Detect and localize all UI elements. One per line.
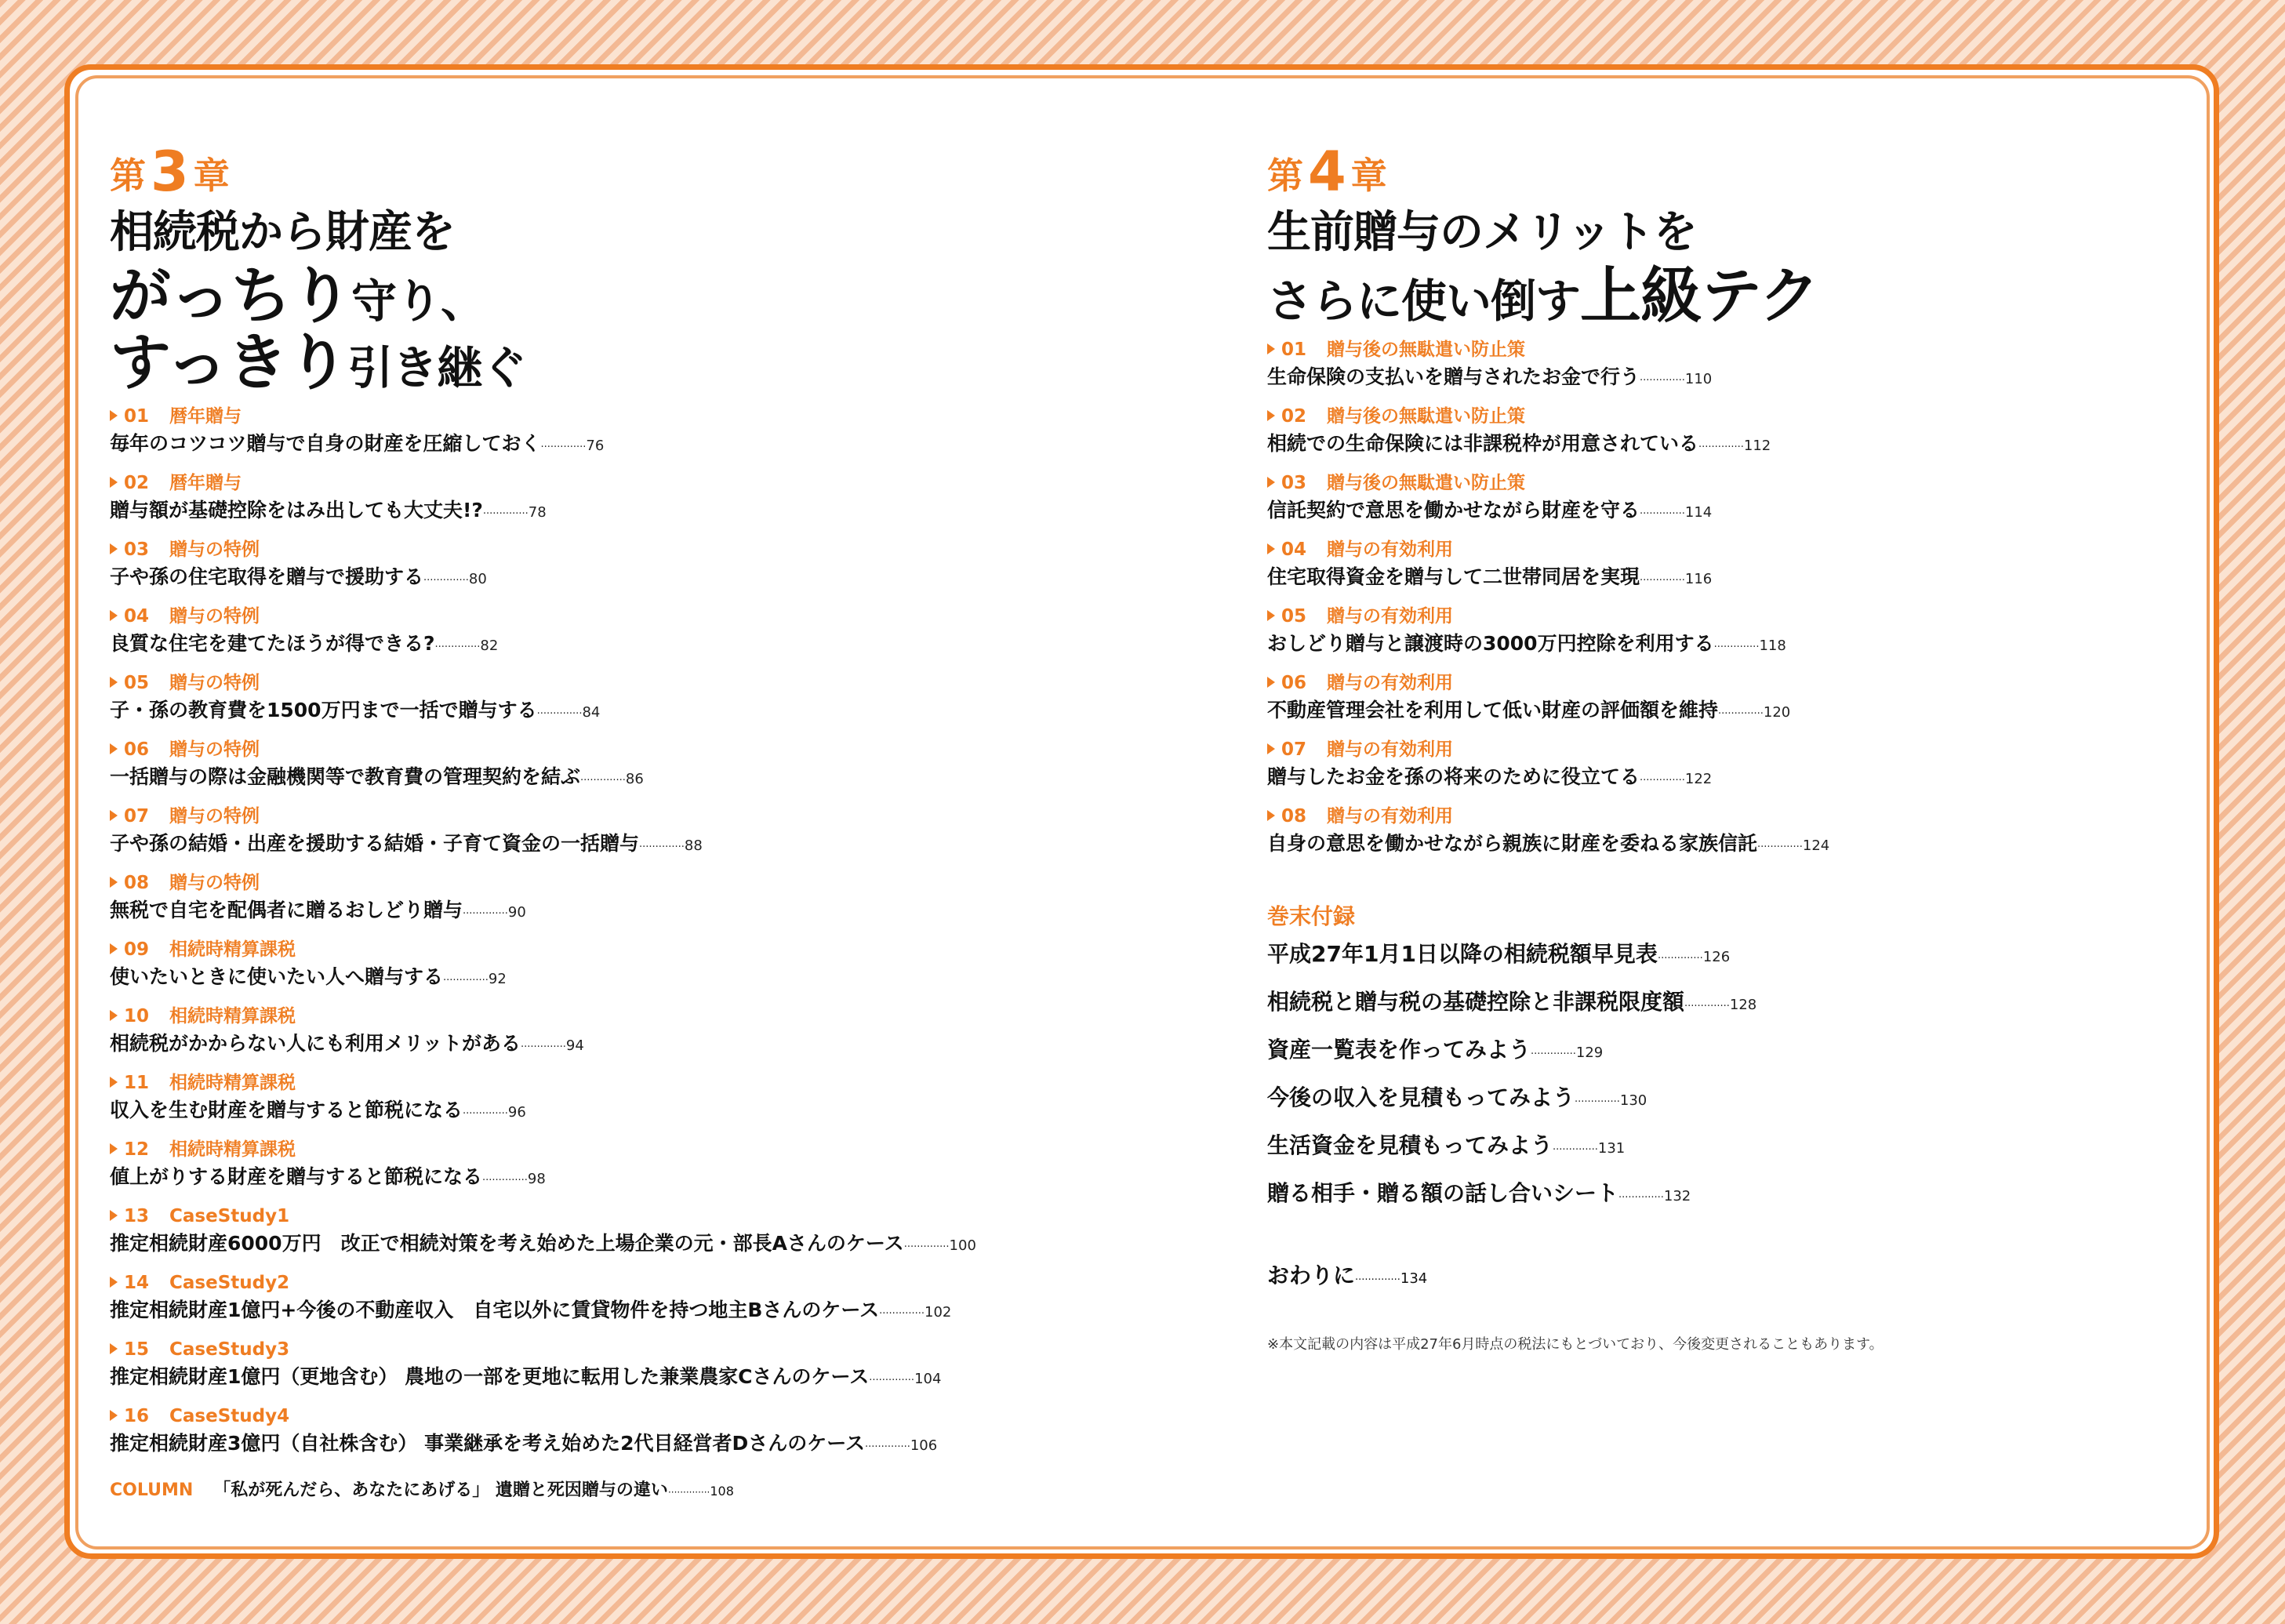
- leader-dots: ··············: [482, 1175, 528, 1186]
- entry-title: 収入を生む財産を贈与すると節税になる: [110, 1099, 463, 1121]
- entry-header: [1267, 338, 2200, 361]
- toc-entry[interactable]: [1267, 738, 2200, 797]
- toc-entry[interactable]: [110, 1271, 1153, 1330]
- triangle-arrow-icon: [1267, 543, 1275, 554]
- triangle-arrow-icon: [110, 1277, 118, 1288]
- entry-title-row: [110, 495, 1153, 530]
- toc-entry[interactable]: [1267, 671, 2200, 730]
- entry-title: 住宅取得資金を贈与して二世帯同居を実現: [1267, 565, 1640, 588]
- toc-entry[interactable]: [110, 405, 1153, 463]
- chapter-3-entry-list: [110, 405, 1153, 1463]
- entry-header: [1267, 605, 2200, 628]
- triangle-arrow-icon: [110, 743, 118, 754]
- entry-title: 推定相続財産1億円（更地含む） 農地の一部を更地に転用した兼業農家Cさんのケース: [110, 1365, 870, 1388]
- entry-category: 贈与後の無駄遣い防止策: [1327, 406, 1526, 427]
- toc-entry[interactable]: [110, 1338, 1153, 1397]
- appendix-item-page-number: 132: [1663, 1188, 1691, 1204]
- leader-dots: ··············: [903, 1241, 950, 1253]
- entry-page-number: 124: [1802, 837, 1830, 854]
- entry-header: [110, 405, 1153, 428]
- leader-dots: ··············: [667, 1487, 710, 1498]
- triangle-arrow-icon: [1267, 343, 1275, 354]
- toc-entry[interactable]: [110, 938, 1153, 997]
- entry-title: 使いたいときに使いたい人へ贈与する: [110, 965, 444, 988]
- entry-title: 値上がりする財産を贈与すると節税になる: [110, 1165, 483, 1188]
- entry-header: [110, 1204, 1153, 1228]
- entry-number: 02: [1281, 406, 1307, 427]
- entry-title: 信託契約で意思を働かせながら財産を守る: [1267, 499, 1640, 521]
- entry-title: 子や孫の結婚・出産を援助する結婚・子育て資金の一括贈与: [110, 832, 640, 855]
- entry-header: [1267, 805, 2200, 828]
- entry-title-row: [110, 695, 1153, 730]
- entry-category: 相続時精算課税: [169, 1006, 296, 1026]
- toc-entry[interactable]: [110, 871, 1153, 930]
- entry-title-row: [110, 895, 1153, 930]
- entry-category: 贈与の有効利用: [1327, 606, 1454, 627]
- entry-page-number: 84: [582, 704, 601, 721]
- entry-title-row: [1267, 428, 2200, 463]
- triangle-arrow-icon: [1267, 743, 1275, 754]
- chapter-title-line-2: [1267, 263, 2200, 330]
- toc-entry[interactable]: [110, 1071, 1153, 1130]
- triangle-arrow-icon: [110, 1343, 118, 1354]
- entry-category: CaseStudy2: [169, 1273, 290, 1293]
- footnote: ※本文記載の内容は平成27年6月時点の税法にもとづいており、今後変更されることもあります。: [1267, 1336, 1884, 1353]
- entry-title: 子・孫の教育費を1500万円まで一括で贈与する: [110, 699, 537, 721]
- entry-header: [1267, 471, 2200, 495]
- entry-title: おしどり贈与と譲渡時の3000万円控除を利用する: [1267, 632, 1714, 655]
- entry-number: 03: [124, 540, 150, 560]
- leader-dots: ··············: [1657, 953, 1703, 965]
- entry-number: 16: [124, 1406, 150, 1426]
- chapter-3-label: [110, 140, 1153, 204]
- closing-entry[interactable]: [1267, 1260, 2200, 1296]
- entry-header: [1267, 538, 2200, 561]
- triangle-arrow-icon: [110, 1010, 118, 1021]
- entry-header: [110, 805, 1153, 828]
- appendix-item-title: 平成27年1月1日以降の相続税額早見表: [1267, 941, 1658, 967]
- entry-number: 05: [124, 673, 150, 693]
- triangle-arrow-icon: [110, 410, 118, 421]
- appendix-item-title: 贈る相手・贈る額の話し合いシート: [1267, 1180, 1619, 1206]
- chapter-label-prefix: 第: [110, 154, 146, 197]
- entry-title: 推定相続財産6000万円 改正で相続対策を考え始めた上場企業の元・部長Aさんのケース: [110, 1232, 904, 1255]
- chapter-title-line-2: [110, 263, 1153, 330]
- entry-page-number: 82: [480, 638, 499, 654]
- entry-header: [110, 605, 1153, 628]
- triangle-arrow-icon: [1267, 610, 1275, 621]
- leader-dots: ··············: [865, 1441, 910, 1453]
- chapter-title-line-1: 相続税から財産を: [110, 207, 455, 258]
- leader-dots: ··············: [1531, 1048, 1576, 1060]
- leader-dots: ··············: [1757, 841, 1803, 853]
- entry-page-number: 112: [1743, 438, 1771, 454]
- entry-header: [110, 471, 1153, 495]
- triangle-arrow-icon: [110, 610, 118, 621]
- entry-title-row: [110, 1161, 1153, 1197]
- leader-dots: ··············: [1640, 775, 1685, 787]
- entry-number: 05: [1281, 606, 1307, 627]
- entry-page-number: 80: [468, 571, 487, 587]
- toc-entry[interactable]: [1267, 471, 2200, 530]
- entry-title-row: [110, 961, 1153, 997]
- toc-entry[interactable]: [1267, 805, 2200, 863]
- appendix-title: 巻末付録: [1267, 903, 1356, 929]
- entry-title: 相続での生命保険には非課税枠が用意されている: [1267, 432, 1699, 455]
- leader-dots: ··············: [1713, 641, 1760, 653]
- entry-header: [110, 1005, 1153, 1028]
- column-entry[interactable]: [110, 1477, 1153, 1506]
- entry-number: 02: [124, 473, 150, 493]
- entry-title-row: [110, 761, 1153, 797]
- triangle-arrow-icon: [110, 1210, 118, 1221]
- entry-category: 暦年贈与: [169, 406, 242, 427]
- entry-category: 贈与の有効利用: [1327, 806, 1454, 827]
- toc-entry[interactable]: [1267, 338, 2200, 397]
- entry-header: [110, 1071, 1153, 1095]
- entry-category: 贈与の特例: [169, 739, 260, 760]
- entry-page-number: 120: [1763, 704, 1791, 721]
- entry-title-row: [110, 1228, 1153, 1263]
- entry-header: [110, 1271, 1153, 1295]
- entry-number: 07: [124, 806, 150, 827]
- entry-page-number: 122: [1684, 771, 1713, 787]
- entry-category: CaseStudy1: [169, 1206, 290, 1226]
- entry-page-number: 92: [488, 971, 507, 987]
- entry-title-row: [110, 428, 1153, 463]
- entry-page-number: 94: [565, 1037, 584, 1054]
- appendix-item[interactable]: [1267, 1028, 2200, 1076]
- chapter-title-line-1: 生前贈与のメリットを: [1267, 207, 1697, 258]
- toc-entry[interactable]: [1267, 605, 2200, 663]
- entry-category: 贈与の特例: [169, 606, 260, 627]
- entry-number: 01: [124, 406, 150, 427]
- triangle-arrow-icon: [110, 943, 118, 954]
- chapter-4-section: [1267, 140, 2200, 1356]
- entry-page-number: 104: [914, 1371, 942, 1387]
- appendix-item[interactable]: [1267, 980, 2200, 1028]
- leader-dots: ··············: [463, 1108, 508, 1120]
- leader-dots: ··············: [1640, 375, 1685, 387]
- entry-number: 08: [124, 873, 150, 893]
- entry-number: 14: [124, 1273, 150, 1293]
- entry-category: CaseStudy4: [169, 1406, 290, 1426]
- appendix-item-page-number: 128: [1729, 997, 1757, 1013]
- appendix-list: [1267, 932, 2200, 1219]
- entry-page-number: 118: [1759, 638, 1786, 654]
- leader-dots: ··············: [1640, 575, 1685, 587]
- appendix-item-title: 生活資金を見積もってみよう: [1267, 1132, 1553, 1158]
- closing-title: おわりに: [1267, 1263, 1356, 1288]
- toc-entry[interactable]: [1267, 405, 2200, 463]
- entry-category: 暦年贈与: [169, 473, 242, 493]
- entry-title: 推定相続財産1億円+今後の不動産収入 自宅以外に賃貸物件を持つ地主Bさんのケース: [110, 1299, 880, 1321]
- leader-dots: ··············: [1575, 1096, 1620, 1108]
- chapter-title-line-3: [110, 330, 1153, 397]
- leader-dots: ··············: [536, 708, 583, 720]
- entry-number: 08: [1281, 806, 1307, 827]
- triangle-arrow-icon: [110, 677, 118, 688]
- leader-dots: ··············: [423, 575, 469, 587]
- appendix-item-page-number: 131: [1597, 1140, 1626, 1157]
- entry-header: [1267, 738, 2200, 761]
- closing-page-number: 134: [1400, 1270, 1428, 1287]
- leader-dots: ··············: [1640, 508, 1685, 520]
- entry-number: 15: [124, 1339, 150, 1360]
- entry-title-row: [110, 1095, 1153, 1130]
- toc-entry[interactable]: [110, 538, 1153, 597]
- leader-dots: ··············: [521, 1041, 566, 1053]
- toc-entry[interactable]: [110, 1005, 1153, 1063]
- entry-page-number: 98: [527, 1171, 546, 1187]
- entry-page-number: 110: [1684, 371, 1713, 387]
- entry-page-number: 106: [910, 1437, 938, 1454]
- chapter-4-label: [1267, 140, 2200, 204]
- entry-title: 自身の意思を働かせながら親族に財産を委ねる家族信託: [1267, 832, 1758, 855]
- entry-title-row: [1267, 828, 2200, 863]
- entry-title-row: [110, 1028, 1153, 1063]
- chapter-label-prefix: 第: [1267, 154, 1303, 197]
- leader-dots: ··············: [540, 441, 587, 453]
- entry-category: 贈与の特例: [169, 806, 260, 827]
- triangle-arrow-icon: [110, 1410, 118, 1421]
- column-title: 「私が死んだら、あなたにあげる」 遺贈と死因贈与の違い: [213, 1480, 668, 1500]
- leader-dots: ··············: [463, 908, 508, 920]
- leader-dots: ··············: [1355, 1274, 1400, 1286]
- entry-page-number: 90: [507, 904, 526, 921]
- toc-entry[interactable]: [110, 738, 1153, 797]
- entry-title: 贈与額が基礎控除をはみ出しても大丈夫!?: [110, 499, 483, 521]
- entry-header: [110, 671, 1153, 695]
- leader-dots: ··············: [879, 1308, 925, 1320]
- toc-entry[interactable]: [110, 671, 1153, 730]
- chapter-number: 4: [1308, 140, 1346, 204]
- entry-title: 無税で自宅を配偶者に贈るおしどり贈与: [110, 899, 463, 921]
- leader-dots: ··············: [639, 841, 685, 853]
- entry-number: 12: [124, 1139, 150, 1160]
- appendix-item-page-number: 130: [1619, 1092, 1647, 1109]
- entry-page-number: 76: [586, 438, 605, 454]
- entry-page-number: 96: [507, 1104, 526, 1121]
- entry-title: 推定相続財産3億円（自社株含む） 事業継承を考え始めた2代目経営者Dさんのケース: [110, 1432, 865, 1455]
- leader-dots: ··············: [1553, 1144, 1598, 1156]
- entry-title: 良質な住宅を建てたほうが得できる?: [110, 632, 435, 655]
- entry-page-number: 116: [1684, 571, 1713, 587]
- appendix-item-page-number: 129: [1575, 1045, 1604, 1061]
- entry-title-row: [110, 1295, 1153, 1330]
- appendix-item[interactable]: [1267, 1124, 2200, 1172]
- triangle-arrow-icon: [110, 1143, 118, 1154]
- entry-title-row: [110, 561, 1153, 597]
- leader-dots: ··············: [434, 641, 481, 653]
- entry-title: 相続税がかからない人にも利用メリットがある: [110, 1032, 521, 1055]
- triangle-arrow-icon: [110, 877, 118, 888]
- appendix-item[interactable]: [1267, 932, 2200, 980]
- appendix-item-title: 相続税と贈与税の基礎控除と非課税限度額: [1267, 989, 1685, 1015]
- appendix-item-title: 資産一覧表を作ってみよう: [1267, 1037, 1531, 1063]
- triangle-arrow-icon: [1267, 477, 1275, 488]
- entry-header: [110, 1338, 1153, 1361]
- entry-number: 09: [124, 939, 150, 960]
- entry-header: [110, 1138, 1153, 1161]
- entry-title: 不動産管理会社を利用して低い財産の評価額を維持: [1267, 699, 1719, 721]
- entry-header: [110, 871, 1153, 895]
- entry-number: 11: [124, 1073, 150, 1093]
- entry-page-number: 86: [625, 771, 644, 787]
- entry-header: [110, 738, 1153, 761]
- appendix-item-title: 今後の収入を見積もってみよう: [1267, 1084, 1575, 1110]
- leader-dots: ··············: [443, 975, 489, 986]
- entry-title-row: [110, 628, 1153, 663]
- toc-entry[interactable]: [110, 605, 1153, 663]
- entry-number: 01: [1281, 340, 1307, 360]
- appendix-item[interactable]: [1267, 1172, 2200, 1219]
- entry-page-number: 88: [684, 837, 703, 854]
- entry-title: 毎年のコツコツ贈与で自身の財産を圧縮しておく: [110, 432, 541, 455]
- entry-category: 贈与の有効利用: [1327, 540, 1454, 560]
- entry-title-row: [1267, 628, 2200, 663]
- entry-title: 贈与したお金を孫の将来のために役立てる: [1267, 765, 1640, 788]
- chapter-4-title: [1267, 202, 2200, 330]
- entry-title-row: [1267, 361, 2200, 397]
- entry-header: [110, 1404, 1153, 1428]
- entry-page-number: 100: [949, 1237, 976, 1254]
- chapter-4-entry-list: [1267, 338, 2200, 863]
- toc-entry[interactable]: [110, 1404, 1153, 1463]
- entry-category: 贈与の有効利用: [1327, 673, 1454, 693]
- leader-dots: ··············: [869, 1375, 915, 1386]
- entry-category: 贈与後の無駄遣い防止策: [1327, 340, 1526, 360]
- column-page-number: 108: [710, 1484, 734, 1499]
- entry-title-row: [1267, 695, 2200, 730]
- entry-category: 贈与の有効利用: [1327, 739, 1454, 760]
- entry-category: CaseStudy3: [169, 1339, 290, 1360]
- chapter-label-suffix: 章: [193, 154, 230, 197]
- entry-header: [1267, 671, 2200, 695]
- chapter-3-section: [110, 140, 1153, 1506]
- entry-category: 贈与の特例: [169, 540, 260, 560]
- entry-header: [1267, 405, 2200, 428]
- triangle-arrow-icon: [110, 1077, 118, 1088]
- entry-title-row: [110, 828, 1153, 863]
- entry-title-row: [1267, 561, 2200, 597]
- entry-title-row: [110, 1361, 1153, 1397]
- triangle-arrow-icon: [110, 477, 118, 488]
- entry-number: 04: [1281, 540, 1307, 560]
- appendix-item[interactable]: [1267, 1076, 2200, 1124]
- leader-dots: ··············: [1718, 708, 1764, 720]
- chapter-title-emphasis: すっきり: [110, 328, 348, 398]
- entry-number: 03: [1281, 473, 1307, 493]
- toc-entry[interactable]: [110, 1138, 1153, 1197]
- chapter-title-text: 引き継ぐ: [347, 341, 527, 394]
- entry-title-row: [1267, 495, 2200, 530]
- chapter-title-text: 守り、: [351, 274, 486, 328]
- entry-title-row: [1267, 761, 2200, 797]
- leader-dots: ··············: [482, 508, 529, 520]
- entry-number: 13: [124, 1206, 150, 1226]
- chapter-title-text: さらに使い倒す: [1267, 274, 1581, 328]
- toc-entry[interactable]: [110, 805, 1153, 863]
- entry-category: 相続時精算課税: [169, 939, 296, 960]
- triangle-arrow-icon: [110, 543, 118, 554]
- entry-category: 相続時精算課税: [169, 1139, 296, 1160]
- leader-dots: ··············: [1698, 441, 1744, 453]
- chapter-label-suffix: 章: [1350, 154, 1387, 197]
- entry-page-number: 102: [925, 1304, 952, 1321]
- column-label: COLUMN: [110, 1480, 194, 1500]
- entry-title-row: [110, 1428, 1153, 1463]
- triangle-arrow-icon: [1267, 810, 1275, 821]
- entry-number: 10: [124, 1006, 150, 1026]
- chapter-title-emphasis: がっちり: [110, 261, 352, 332]
- entry-number: 06: [124, 739, 150, 760]
- entry-number: 07: [1281, 739, 1307, 760]
- chapter-title-emphasis: 上級テク: [1580, 261, 1819, 332]
- triangle-arrow-icon: [110, 810, 118, 821]
- entry-title: 一括贈与の際は金融機関等で教育費の管理契約を結ぶ: [110, 765, 581, 788]
- triangle-arrow-icon: [1267, 677, 1275, 688]
- entry-category: 相続時精算課税: [169, 1073, 296, 1093]
- leader-dots: ··············: [1684, 1001, 1730, 1012]
- entry-header: [110, 938, 1153, 961]
- toc-entry[interactable]: [110, 1204, 1153, 1263]
- entry-number: 04: [124, 606, 150, 627]
- entry-page-number: 78: [528, 504, 547, 521]
- toc-entry[interactable]: [1267, 538, 2200, 597]
- leader-dots: ··············: [580, 775, 626, 787]
- entry-page-number: 114: [1684, 504, 1713, 521]
- chapter-3-title: [110, 202, 1153, 397]
- entry-category: 贈与の特例: [169, 673, 260, 693]
- entry-category: 贈与後の無駄遣い防止策: [1327, 473, 1526, 493]
- chapter-number: 3: [151, 140, 189, 204]
- entry-number: 06: [1281, 673, 1307, 693]
- entry-category: 贈与の特例: [169, 873, 260, 893]
- entry-title: 子や孫の住宅取得を贈与で援助する: [110, 565, 424, 588]
- entry-title: 生命保険の支払いを贈与されたお金で行う: [1267, 365, 1640, 388]
- entry-header: [110, 538, 1153, 561]
- leader-dots: ··············: [1618, 1192, 1664, 1204]
- triangle-arrow-icon: [1267, 410, 1275, 421]
- toc-entry[interactable]: [110, 471, 1153, 530]
- appendix-item-page-number: 126: [1702, 949, 1731, 965]
